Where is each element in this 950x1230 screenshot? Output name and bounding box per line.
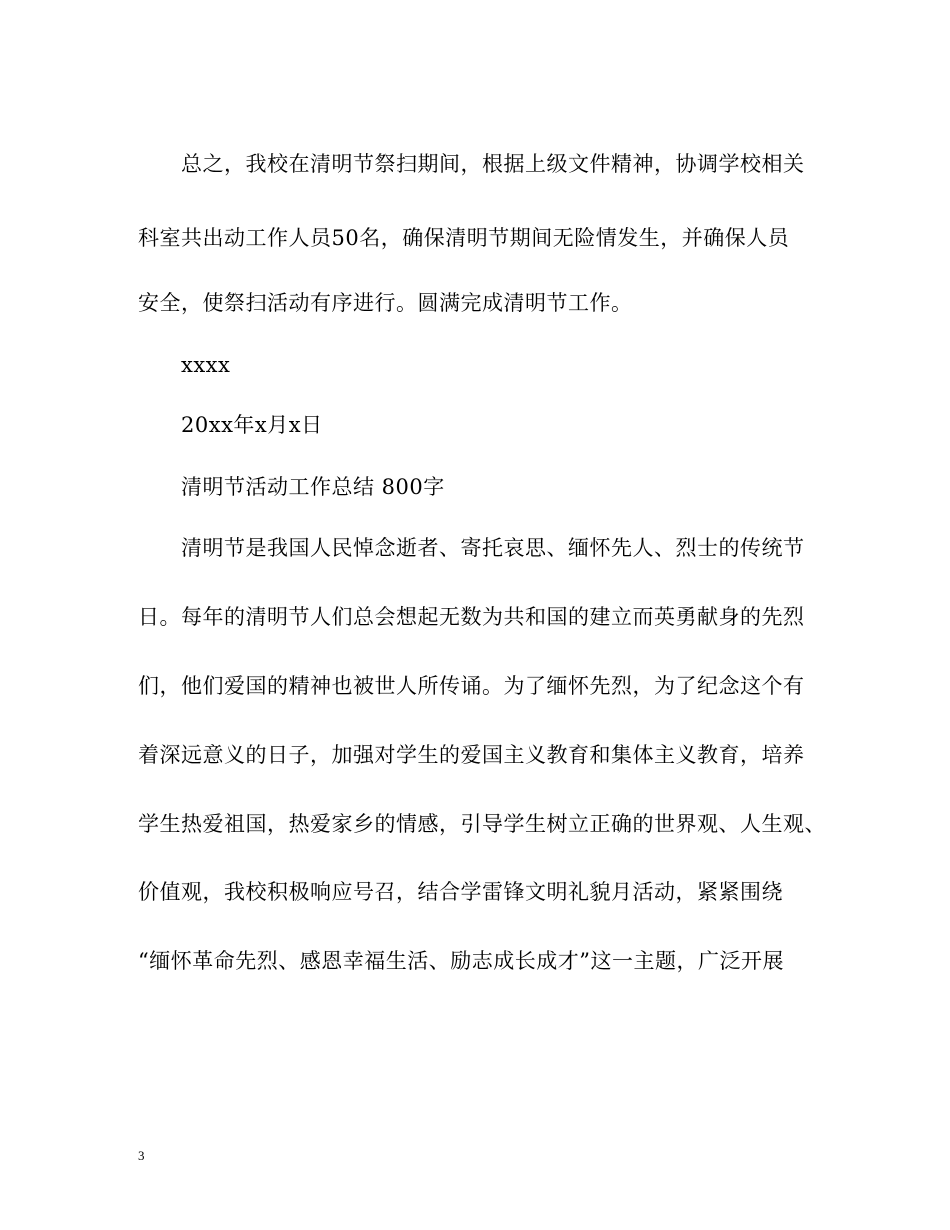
paragraph-2-line-5: 学生热爱祖国，热爱家乡的情感，引导学生树立正确的世界观、人生观、: [138, 812, 826, 836]
paragraph-2-line-2: 日。每年的清明节人们总会想起无数为共和国的建立而英勇献身的先烈: [138, 605, 805, 629]
paragraph-2-line-7: “缅怀革命先烈、感恩幸福生活、励志成长成才”这一主题，广泛开展: [138, 949, 784, 973]
paragraph-2-line-6: 价值观，我校积极响应号召，结合学雷锋文明礼貌月活动，紧紧围绕: [138, 880, 783, 904]
section-title: 清明节活动工作总结 800字: [181, 475, 445, 499]
signature: xxxx: [181, 353, 231, 377]
paragraph-1-line-1: 总之，我校在清明节祭扫期间，根据上级文件精神，协调学校相关: [181, 152, 805, 176]
date: 20xx年x月x日: [181, 413, 323, 437]
page-number: 3: [138, 1148, 145, 1163]
paragraph-2-line-4: 着深远意义的日子，加强对学生的爱国主义教育和集体主义教育，培养: [138, 743, 805, 767]
paragraph-1-line-3: 安全，使祭扫活动有序进行。圆满完成清明节工作。: [138, 291, 633, 315]
paragraph-2-line-3: 们，他们爱国的精神也被世人所传诵。为了缅怀先烈，为了纪念这个有: [138, 674, 805, 698]
paragraph-1-line-2: 科室共出动工作人员50名，确保清明节期间无险情发生，并确保人员: [138, 226, 790, 250]
paragraph-2-line-1: 清明节是我国人民悼念逝者、寄托哀思、缅怀先人、烈士的传统节: [181, 536, 805, 560]
